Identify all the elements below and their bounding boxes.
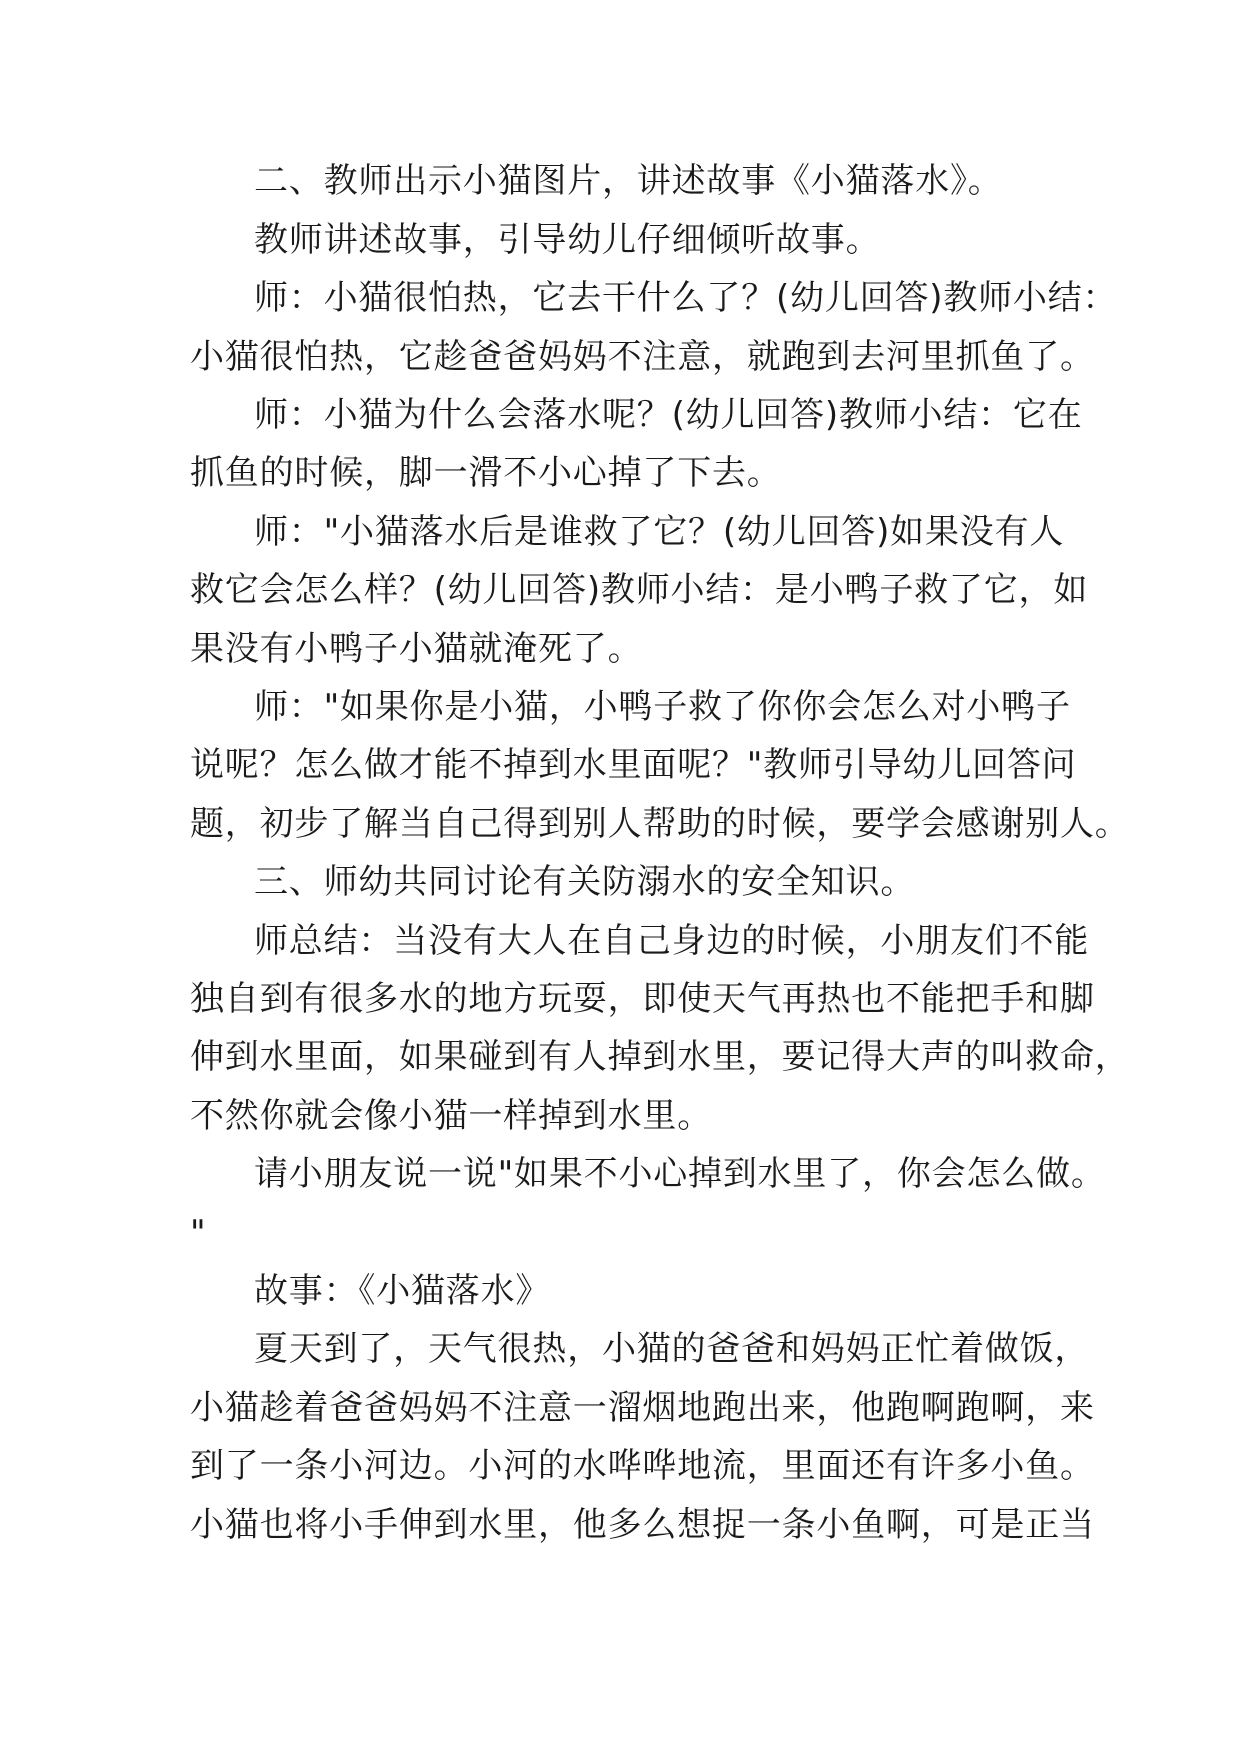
paragraph-line: 说呢？怎么做才能不掉到水里面呢？"教师引导幼儿回答问 <box>190 745 1077 785</box>
section-heading-safety: 三、师幼共同讨论有关防溺水的安全知识。 <box>254 862 916 902</box>
paragraph-line: 到了一条小河边。小河的水哗哗地流，里面还有许多小鱼。 <box>190 1446 1095 1486</box>
paragraph-line: " <box>190 1213 207 1253</box>
paragraph-line: 独自到有很多水的地方玩耍，即使天气再热也不能把手和脚 <box>190 979 1095 1019</box>
paragraph-line: 小猫也将小手伸到水里，他多么想捉一条小鱼啊，可是正当 <box>190 1505 1095 1545</box>
paragraph-line: 请小朋友说一说"如果不小心掉到水里了，你会怎么做。 <box>254 1154 1106 1194</box>
paragraph-line: 教师讲述故事，引导幼儿仔细倾听故事。 <box>254 220 881 260</box>
paragraph-line: 师总结：当没有大人在自己身边的时候，小朋友们不能 <box>254 921 1090 961</box>
paragraph-line: 师：小猫为什么会落水呢？(幼儿回答)教师小结：它在 <box>254 395 1083 435</box>
paragraph-line: 不然你就会像小猫一样掉到水里。 <box>190 1096 712 1136</box>
story-title: 故事：《小猫落水》 <box>254 1271 551 1311</box>
paragraph-line: 师："如果你是小猫，小鸭子救了你你会怎么对小鸭子 <box>254 687 1071 727</box>
paragraph-line: 题，初步了解当自己得到别人帮助的时候，要学会感谢别人。 <box>190 804 1130 844</box>
paragraph-line: 师："小猫落水后是谁救了它？(幼儿回答)如果没有人 <box>254 512 1065 552</box>
paragraph-line: 伸到水里面，如果碰到有人掉到水里，要记得大声的叫救命， <box>190 1037 1130 1077</box>
paragraph-line: 果没有小鸭子小猫就淹死了。 <box>190 629 643 669</box>
paragraph-line: 夏天到了，天气很热，小猫的爸爸和妈妈正忙着做饭， <box>254 1329 1090 1369</box>
section-heading-story: 二、教师出示小猫图片，讲述故事《小猫落水》。 <box>254 161 1003 201</box>
paragraph-line: 小猫很怕热，它趁爸爸妈妈不注意，就跑到去河里抓鱼了。 <box>190 337 1095 377</box>
paragraph-line: 师：小猫很怕热，它去干什么了？(幼儿回答)教师小结： <box>254 278 1118 318</box>
paragraph-line: 抓鱼的时候，脚一滑不小心掉了下去。 <box>190 453 782 493</box>
paragraph-line: 小猫趁着爸爸妈妈不注意一溜烟地跑出来，他跑啊跑啊，来 <box>190 1388 1095 1428</box>
paragraph-line: 救它会怎么样？(幼儿回答)教师小结：是小鸭子救了它，如 <box>190 570 1089 610</box>
